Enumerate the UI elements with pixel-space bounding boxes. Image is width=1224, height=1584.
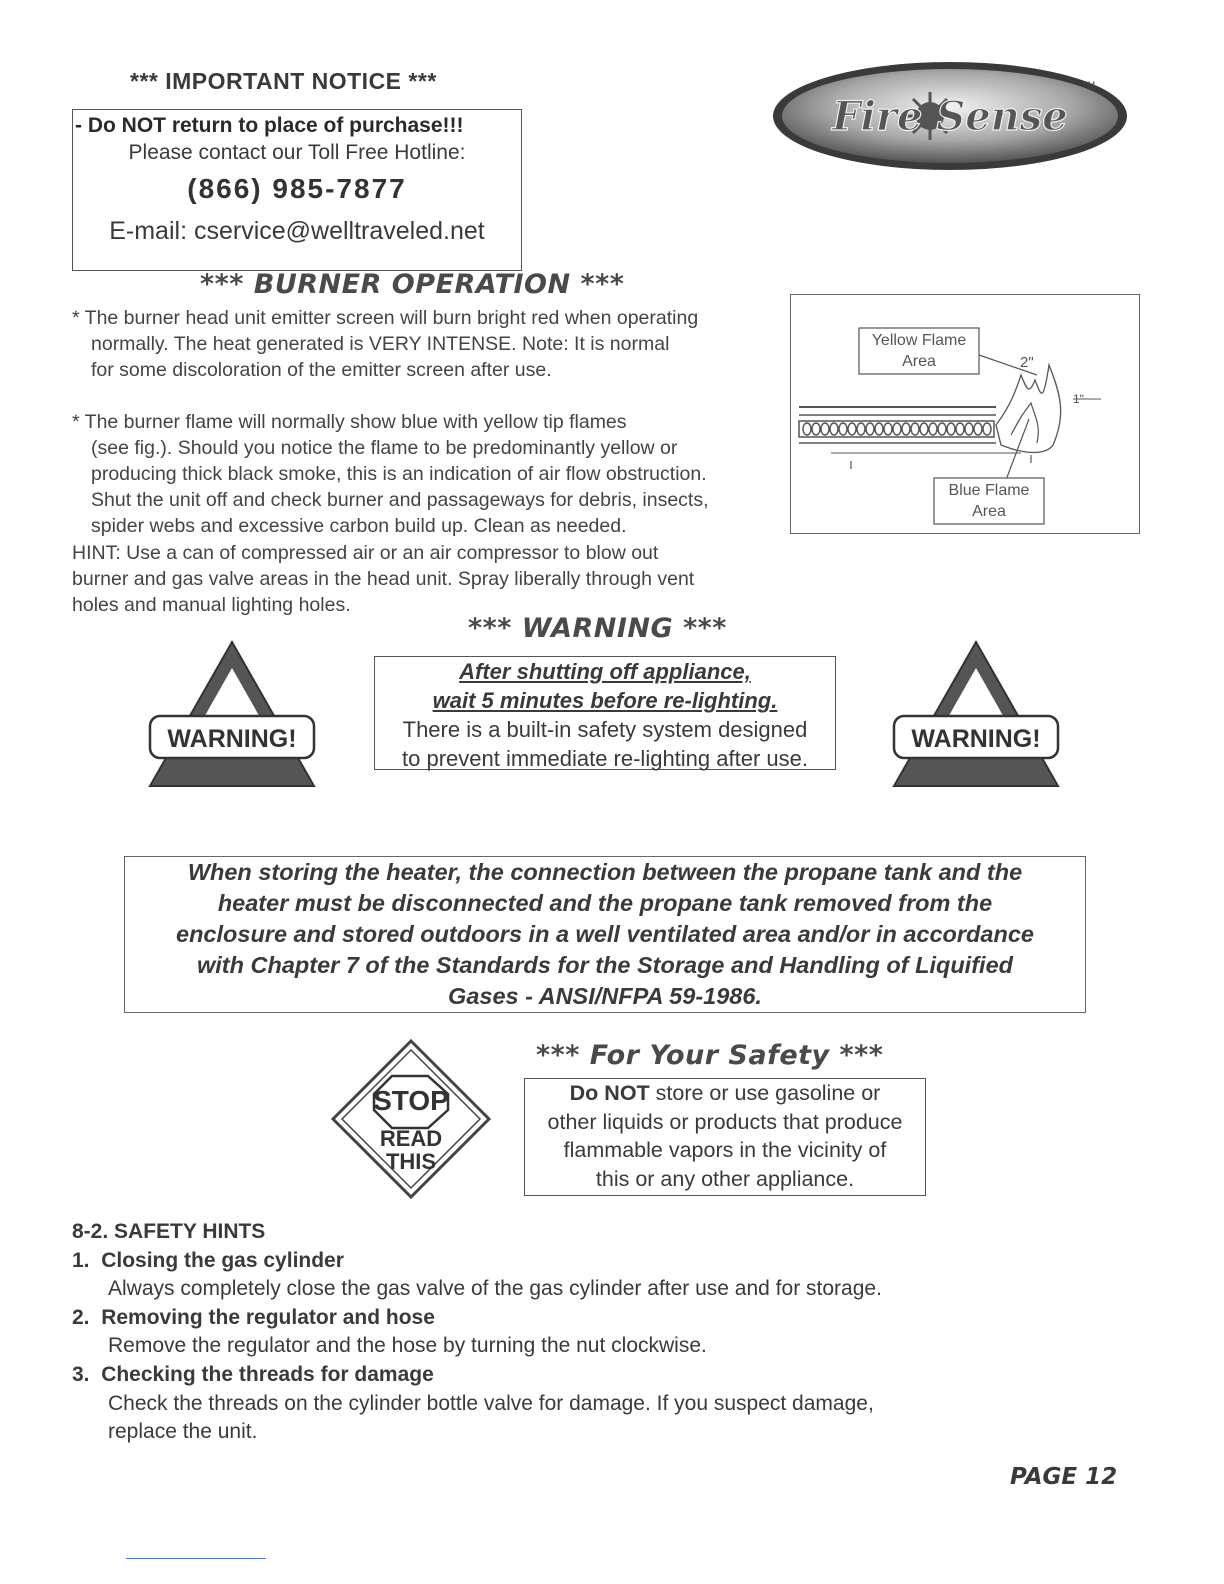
hint-title: Removing the regulator and hose <box>101 1305 435 1329</box>
burner-para-2-line: (see fig.). Should you notice the flame to be predominantly yellow or <box>91 437 678 459</box>
warning-sign-label: WARNING! <box>167 725 297 753</box>
burner-para-1 <box>72 305 698 383</box>
hint-item <box>72 1361 882 1390</box>
hint-line: HINT: Use a can of compressed air or an air compressor to blow out <box>72 542 659 564</box>
yellow-flame-label: Yellow Flame <box>871 332 967 349</box>
hint-item <box>72 1247 882 1276</box>
safety-hints <box>72 1218 882 1447</box>
warning-line: After shutting off appliance, <box>459 659 751 684</box>
safety-line-rest: store or use gasoline or <box>649 1081 881 1105</box>
logo-tm: TM <box>1082 80 1095 90</box>
important-notice-heading: *** IMPORTANT NOTICE *** <box>130 68 437 94</box>
logo-text: Fire Sense <box>832 93 1068 140</box>
important-notice-box <box>72 109 522 271</box>
hint-title: Checking the threads for damage <box>101 1362 434 1386</box>
dimension-1in: 1" <box>1073 392 1084 406</box>
storage-notice-box <box>124 856 1086 1013</box>
stop-text: STOP <box>373 1085 449 1116</box>
email-line: E-mail: cservice@welltraveled.net <box>109 217 485 245</box>
burner-para-1-line: normally. The heat generated is VERY INTENSE. Note: It is normal <box>91 333 670 355</box>
burner-hint <box>72 540 694 618</box>
safety-hints-heading: 8-2. SAFETY HINTS <box>72 1220 266 1243</box>
warning-sign-left <box>146 638 318 790</box>
do-not-bold: Do NOT <box>569 1081 650 1105</box>
warning-sign-label: WARNING! <box>911 725 1041 753</box>
for-your-safety-title: *** For Your Safety *** <box>536 1040 884 1071</box>
hint-item <box>72 1304 882 1333</box>
storage-line: with Chapter 7 of the Standards for the Storage and Handling of Liquified <box>197 952 1013 978</box>
burner-para-2 <box>72 409 709 539</box>
safety-box <box>524 1078 926 1196</box>
safety-line: this or any other appliance. <box>595 1166 855 1191</box>
storage-line: When storing the heater, the connection between the propane tank and the <box>187 859 1023 885</box>
fire-sense-logo <box>770 58 1130 174</box>
hint-title: Closing the gas cylinder <box>101 1248 344 1272</box>
safety-line-1 <box>525 1079 925 1108</box>
hint-line: burner and gas valve areas in the head unit. Spray liberally through vent <box>72 568 695 590</box>
warning-title: *** WARNING *** <box>468 613 727 644</box>
warning-box <box>374 656 836 770</box>
hint-number: 1. <box>72 1248 90 1272</box>
warning-line: wait 5 minutes before re-lighting. <box>432 688 778 713</box>
burner-para-2-line: spider webs and excessive carbon build up. Clean as needed. <box>91 515 627 537</box>
storage-line: heater must be disconnected and the propane tank removed from the <box>217 890 993 916</box>
burner-para-2-line: * The burner flame will normally show blue with yellow tip flames <box>72 411 627 433</box>
hint-number: 3. <box>72 1362 90 1386</box>
storage-line: enclosure and stored outdoors in a well ventilated area and/or in accordance <box>176 921 1034 947</box>
burner-para-1-line: * The burner head unit emitter screen will burn bright red when operating <box>72 307 699 329</box>
hotline-line: Please contact our Toll Free Hotline: <box>128 141 466 164</box>
hint-text: Check the threads on the cylinder bottle valve for damage. If you suspect damage, <box>108 1391 874 1415</box>
this-text: THIS <box>385 1149 437 1174</box>
stop-read-this-sign <box>330 1038 492 1200</box>
warning-line: There is a built-in safety system designed <box>402 717 808 742</box>
hint-text: replace the unit. <box>108 1420 258 1444</box>
hint-line: holes and manual lighting holes. <box>72 594 351 616</box>
read-text: READ <box>379 1126 443 1151</box>
flame-figure <box>790 294 1140 534</box>
safety-line: other liquids or products that produce <box>547 1109 903 1134</box>
blue-flame-label: Blue Flame <box>948 482 1030 499</box>
no-return-line: - Do NOT return to place of purchase!!! <box>75 114 464 137</box>
hint-text: Remove the regulator and the hose by turning the nut clockwise. <box>108 1334 707 1358</box>
burner-para-2-line: producing thick black smoke, this is an indication of air flow obstruction. <box>91 463 707 485</box>
flame-diagram <box>791 295 1141 535</box>
phone-number: (866) 985-7877 <box>187 173 407 204</box>
dimension-2in: 2" <box>1020 354 1034 371</box>
page-number: PAGE 12 <box>1010 1464 1118 1490</box>
warning-sign-right <box>890 638 1062 790</box>
flame-shape <box>996 365 1061 453</box>
footer-rule <box>126 1558 266 1559</box>
burner-operation-title: *** BURNER OPERATION *** <box>200 269 625 300</box>
storage-line: Gases - ANSI/NFPA 59-1986. <box>448 983 762 1009</box>
warning-line: to prevent immediate re-lighting after use. <box>402 746 808 771</box>
burner-para-2-line: Shut the unit off and check burner and passageways for debris, insects, <box>91 489 709 511</box>
safety-line: flammable vapors in the vicinity of <box>563 1138 887 1162</box>
blue-flame-label: Area <box>972 503 1006 520</box>
hint-number: 2. <box>72 1305 90 1329</box>
yellow-flame-label: Area <box>902 353 936 370</box>
burner-para-1-line: for some discoloration of the emitter screen after use. <box>91 359 552 381</box>
hint-text: Always completely close the gas valve of the gas cylinder after use and for storage. <box>108 1277 882 1301</box>
